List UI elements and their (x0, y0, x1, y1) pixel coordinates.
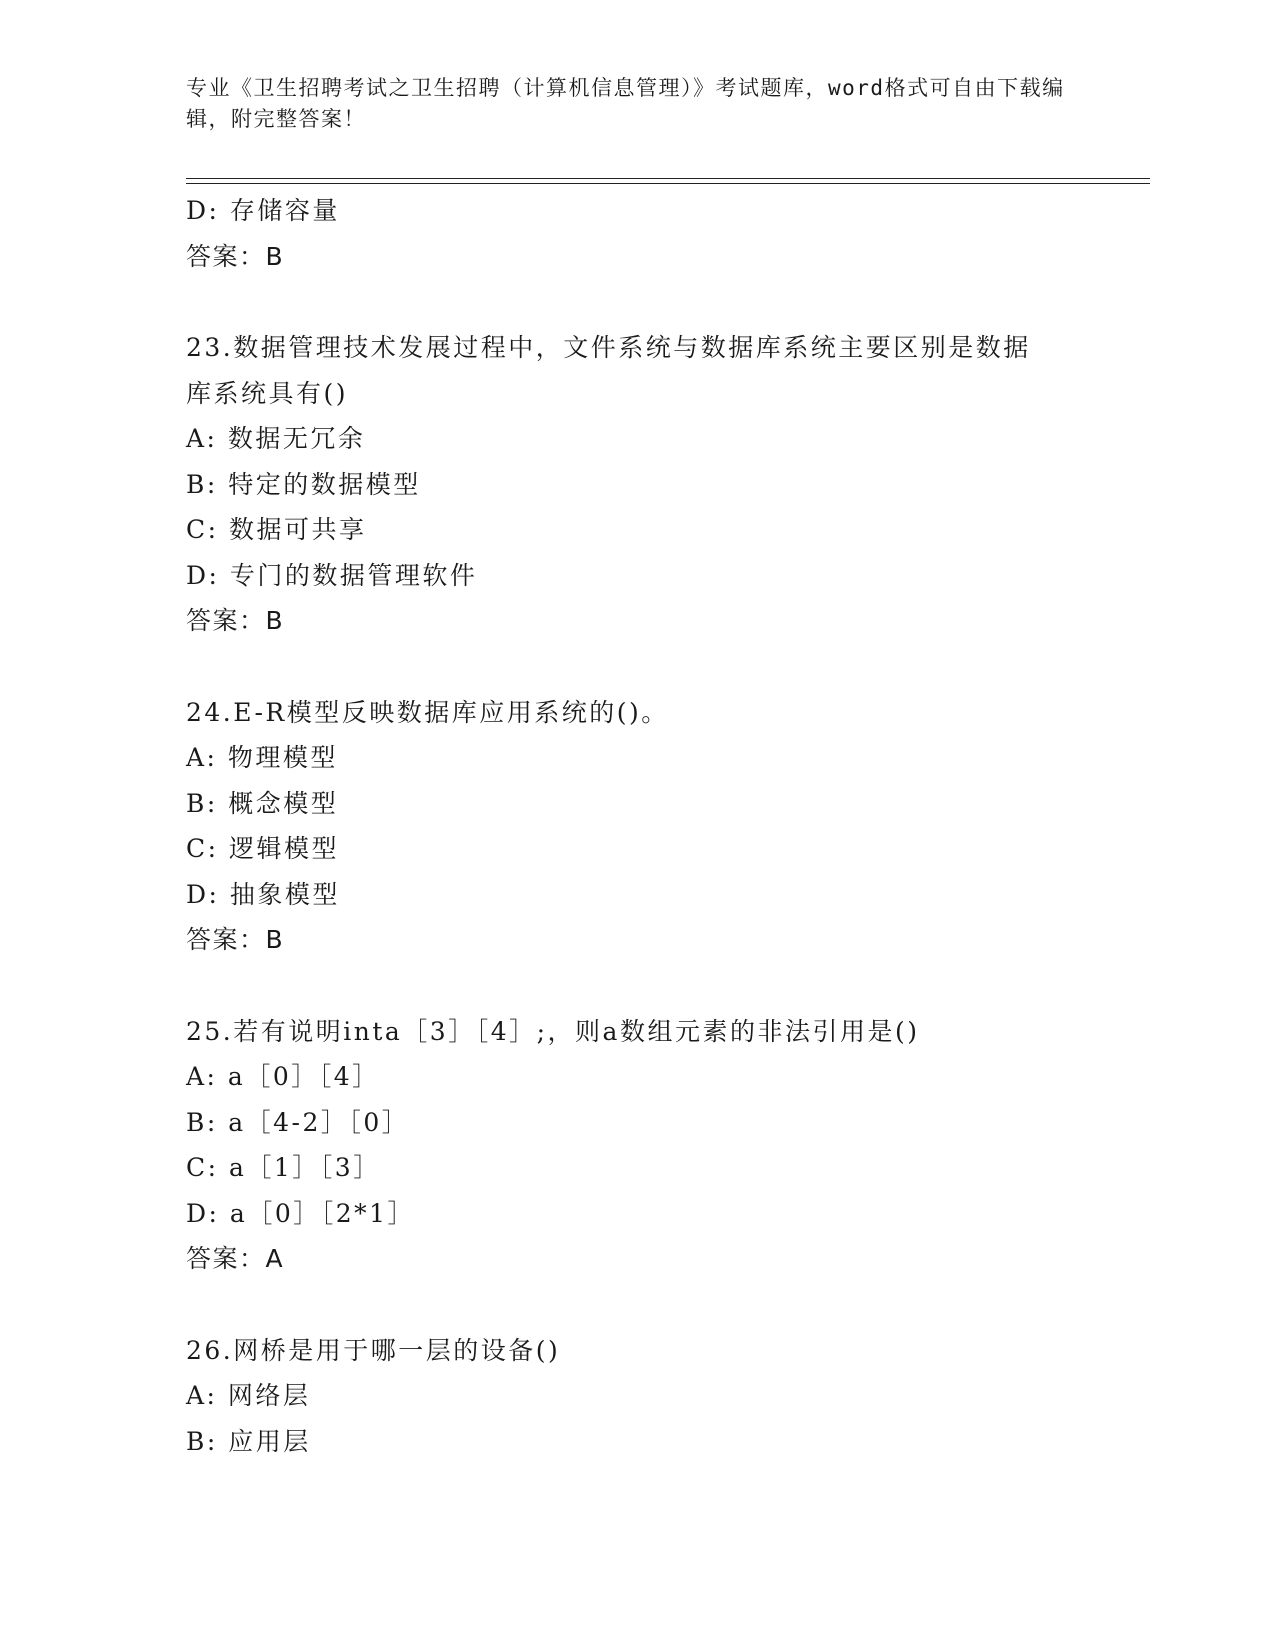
header-divider-top (186, 178, 1150, 179)
option-d: D: 存储容量 (186, 196, 340, 225)
question-26 (186, 1328, 1126, 1465)
option-b: B: 概念模型 (186, 788, 339, 818)
question-stem: 26.网桥是用于哪一层的设备() (186, 1335, 561, 1365)
option-d: D: a［0］［2*1］ (186, 1198, 416, 1228)
answer-line: 答案：A (186, 1244, 285, 1273)
header-divider-bottom (186, 183, 1150, 184)
option-a: A: 数据无冗余 (186, 424, 366, 453)
question-24 (186, 690, 1126, 963)
option-d: D: 抽象模型 (186, 879, 340, 909)
option-b: B: 应用层 (186, 1426, 311, 1456)
answer-line: 答案：B (186, 241, 285, 271)
option-a: A: 物理模型 (186, 743, 338, 772)
option-c: C: 逻辑模型 (186, 834, 339, 863)
question-stem-continued: 库系统具有() (186, 378, 349, 408)
question-list (186, 188, 1126, 1464)
question-25 (186, 1009, 1126, 1282)
question-stem: 23.数据管理技术发展过程中，文件系统与数据库系统主要区别是数据 (186, 333, 1031, 362)
option-a: A: a［0］［4］ (186, 1062, 380, 1091)
option-a: A: 网络层 (186, 1381, 311, 1410)
page-header: 专业《卫生招聘考试之卫生招聘（计算机信息管理）》考试题库，word格式可自由下载编辑，附完整答案！ (186, 76, 1065, 131)
option-b: B: 特定的数据模型 (186, 469, 421, 499)
option-b: B: a［4-2］［0］ (186, 1107, 410, 1137)
question-stem: 25.若有说明inta［3］［4］;，则a数组元素的非法引用是() (186, 1016, 920, 1046)
option-d: D: 专门的数据管理软件 (186, 560, 478, 590)
answer-line: 答案：B (186, 606, 285, 635)
option-c: C: 数据可共享 (186, 515, 367, 544)
answer-line: 答案：B (186, 925, 285, 954)
option-c: C: a［1］［3］ (186, 1153, 381, 1182)
question-stem: 24.E-R模型反映数据库应用系统的()。 (186, 697, 669, 727)
question-23 (186, 325, 1126, 644)
